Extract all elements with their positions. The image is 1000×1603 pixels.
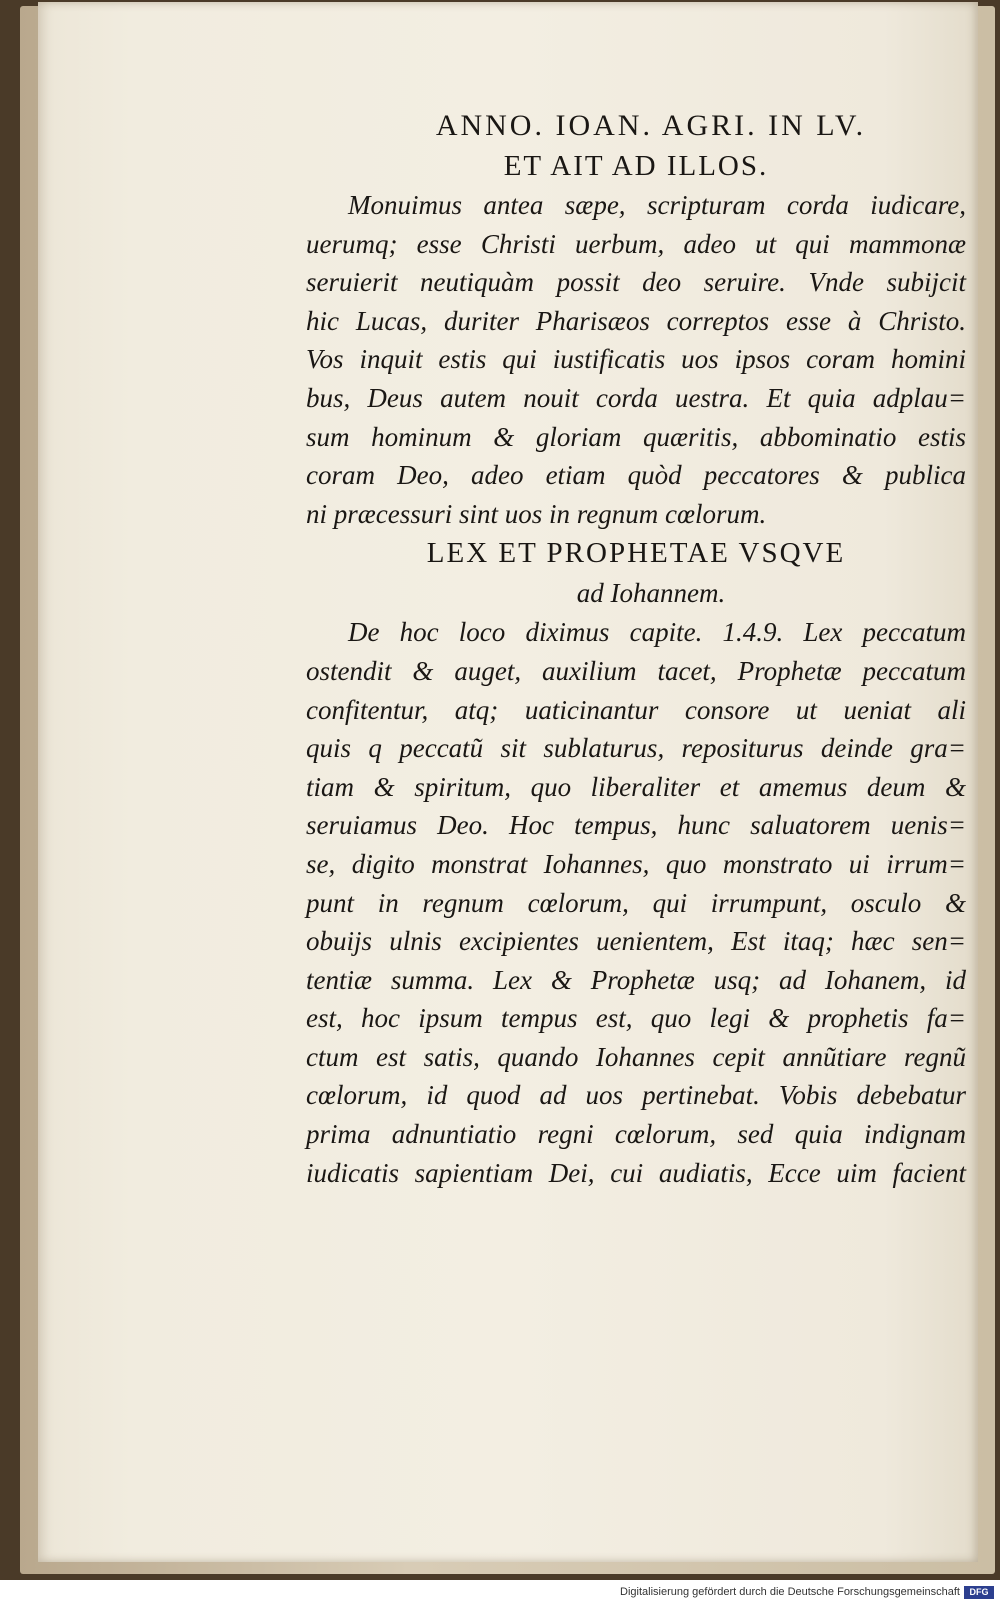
funding-credit: Digitalisierung gefördert durch die Deutsche Forschungsgemeinschaft (620, 1586, 960, 1598)
section-subheading-2: ad Iohannem. (576, 578, 726, 609)
text-line: obuijs ulnis excipientes uenientem, Est itaq; hæc sen= (306, 926, 966, 957)
running-head: ANNO. IOAN. AGRI. IN LV. (435, 109, 867, 142)
section-heading-1: ET AIT AD ILLOS. (503, 150, 769, 182)
paragraph-2 (306, 613, 966, 1192)
section-heading-2: LEX ET PROPHETAE VSQVE (426, 537, 846, 570)
text-line: tiam & spiritum, quo liberaliter et amemus deum & (306, 771, 966, 802)
text-line: ctum est satis, quando Iohannes cepit annũtiare regnũ (306, 1041, 966, 1072)
text-line: ni præcessuri sint uos in regnum cœlorum. (306, 498, 767, 529)
text-line: est, hoc ipsum tempus est, quo legi & prophetis fa= (306, 1003, 966, 1034)
text-line: uerumq; esse Christi uerbum, adeo ut qui mammonæ (306, 228, 966, 259)
text-line: quis q peccatũ sit sublaturus, repositurus deinde gra= (306, 733, 966, 764)
paragraph-1 (306, 186, 966, 533)
text-line: sum hominum & gloriam quæritis, abbominatio estis (306, 421, 966, 452)
dfg-logo: DFG (964, 1586, 994, 1599)
book-page (38, 2, 978, 1562)
text-line: De hoc loco diximus capite. 1.4.9. Lex peccatum (348, 617, 966, 648)
text-line: confitentur, atq; uaticinantur consore ut ueniat ali (306, 694, 966, 725)
footer-bar (0, 1582, 1000, 1603)
text-line: punt in regnum cœlorum, qui irrumpunt, osculo & (306, 887, 966, 918)
text-line: hic Lucas, duriter Pharisæos correptos esse à Christo. (306, 305, 966, 336)
text-line: coram Deo, adeo etiam quòd peccatores & publica (306, 460, 966, 491)
text-line: bus, Deus autem nouit corda uestra. Et quia adplau= (306, 382, 966, 413)
text-line: se, digito monstrat Iohannes, quo monstrato ui irrum= (306, 848, 966, 879)
text-line: Monuimus antea sæpe, scripturam corda iudicare, (348, 190, 966, 220)
text-line: Vos inquit estis qui iustificatis uos ipsos coram homini (306, 344, 966, 375)
text-line: prima adnuntiatio regni cœlorum, sed quia indignam (306, 1119, 966, 1150)
text-line: iudicatis sapientiam Dei, cui audiatis, Ecce uim facient (306, 1157, 966, 1188)
text-line: cœlorum, id quod ad uos pertinebat. Vobis debebatur (306, 1080, 966, 1111)
text-line: tentiæ summa. Lex & Prophetæ usq; ad Iohanem, id (306, 964, 966, 995)
text-line: seruierit neutiquàm possit deo seruire. Vnde subijcit (306, 267, 966, 298)
text-line: ostendit & auget, auxilium tacet, Prophetæ peccatum (306, 655, 966, 686)
text-block (306, 106, 966, 1192)
text-line: seruiamus Deo. Hoc tempus, hunc saluatorem uenis= (306, 810, 966, 841)
